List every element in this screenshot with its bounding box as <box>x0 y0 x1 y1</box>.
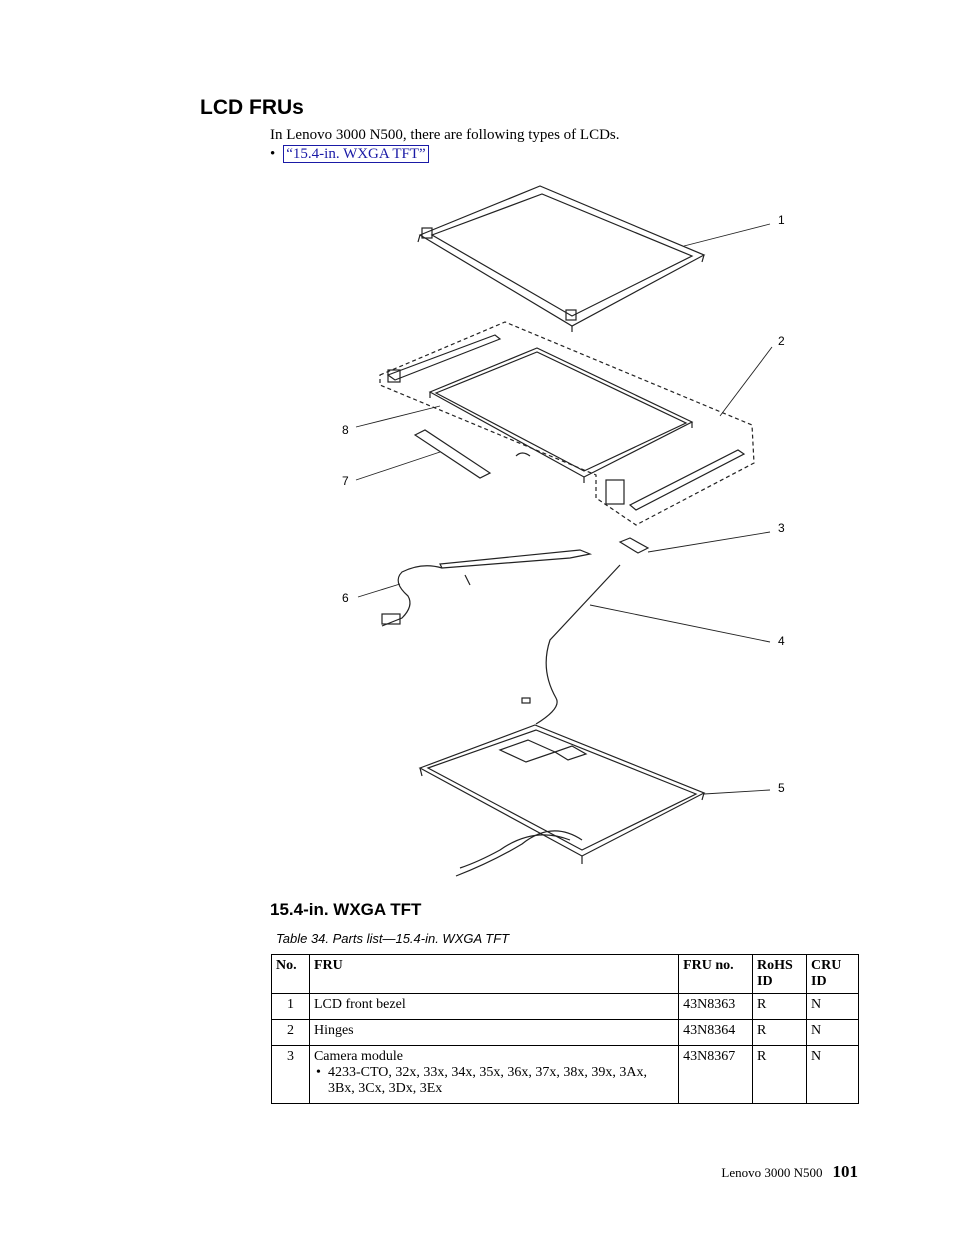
lcd-cable-drawing <box>382 550 590 626</box>
callout-8: 8 <box>342 423 349 437</box>
row-rohs: R <box>753 1020 807 1046</box>
page-title: LCD FRUs <box>200 96 304 119</box>
camera-module-drawing <box>620 538 648 553</box>
row-fru: Camera module <box>313 1049 403 1064</box>
intro-text: In Lenovo 3000 N500, there are following types of LCDs. <box>270 127 620 143</box>
table-header-row <box>272 955 859 994</box>
row-rohs: R <box>753 1046 807 1104</box>
header-no: No. <box>272 955 310 994</box>
row-fru-no: 43N8363 <box>679 994 753 1020</box>
callout-1: 1 <box>778 213 785 227</box>
row-fru: LCD front bezel <box>309 994 678 1020</box>
row-cru: N <box>807 1046 859 1104</box>
table-row <box>272 1046 859 1104</box>
lcd-rear-cover-drawing <box>420 725 704 876</box>
hinge-left-drawing <box>388 335 500 382</box>
footer-product: Lenovo 3000 N500 <box>721 1165 823 1180</box>
row-fru-cell <box>309 1046 678 1104</box>
row-no: 3 <box>272 1046 310 1104</box>
table-caption: Table 34. Parts list—15.4-in. WXGA TFT <box>276 931 510 946</box>
row-cru: N <box>807 1020 859 1046</box>
lcd-panel-drawing <box>430 348 692 483</box>
table-row <box>272 994 859 1020</box>
header-fru-no: FRU no. <box>679 955 753 994</box>
table-row <box>272 1020 859 1046</box>
page-number: 101 <box>832 1162 858 1181</box>
lcd-type-list-item <box>270 146 429 163</box>
callout-3: 3 <box>778 521 785 535</box>
row-no: 2 <box>272 1020 310 1046</box>
row-rohs: R <box>753 994 807 1020</box>
lcd-front-bezel-drawing <box>418 186 704 332</box>
hinge-right-drawing <box>606 450 744 510</box>
section-title: 15.4-in. WXGA TFT <box>270 900 422 919</box>
antenna-cable-drawing <box>522 565 620 724</box>
callout-5: 5 <box>778 781 785 795</box>
callout-2: 2 <box>778 334 785 348</box>
callout-6: 6 <box>342 591 349 605</box>
row-fru-no: 43N8364 <box>679 1020 753 1046</box>
row-fru-models: • 4233-CTO, 32x, 33x, 34x, 35x, 36x, 37x, 38x, 39x, 3Ax, 3Bx, 3Cx, 3Dx, 3Ex <box>314 1065 674 1097</box>
row-cru: N <box>807 994 859 1020</box>
callout-7: 7 <box>342 474 349 488</box>
hinge-region-outline <box>380 322 754 525</box>
header-cru-id: CRU ID <box>807 955 859 994</box>
parts-table <box>271 954 859 1104</box>
bullet: • <box>270 146 276 162</box>
page-footer <box>721 1162 858 1182</box>
exploded-view-diagram <box>300 180 820 890</box>
lcd-type-link[interactable]: “15.4-in. WXGA TFT” <box>283 145 428 163</box>
row-no: 1 <box>272 994 310 1020</box>
header-rohs-id: RoHS ID <box>753 955 807 994</box>
callout-4: 4 <box>778 634 785 648</box>
header-fru: FRU <box>309 955 678 994</box>
row-fru-no: 43N8367 <box>679 1046 753 1104</box>
diagram-drawing <box>300 180 820 890</box>
row-fru: Hinges <box>309 1020 678 1046</box>
